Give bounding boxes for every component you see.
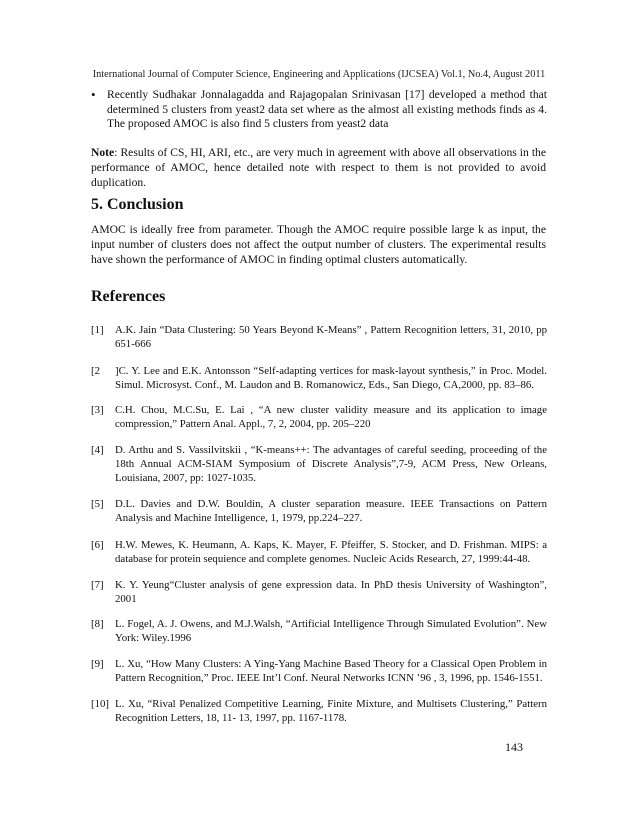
page-number: 143 <box>505 740 523 754</box>
reference-number: [3] <box>91 404 104 416</box>
reference-item <box>91 697 547 725</box>
reference-item <box>91 538 547 566</box>
reference-item <box>91 403 547 431</box>
running-header: International Journal of Computer Science, Engineering and Applications (IJCSEA) Vol.1, No.4, August 2011 <box>92 69 546 80</box>
reference-number: [4] <box>91 444 104 456</box>
reference-item <box>91 323 547 351</box>
reference-text: K. Y. Yeung“Cluster analysis of gene expression data. In PhD thesis University of Washington”, 2001 <box>115 579 547 606</box>
reference-number: [1] <box>91 324 104 336</box>
reference-text: H.W. Mewes, K. Heumann, A. Kaps, K. Mayer, F. Pfeiffer, S. Stocker, and D. Frishman. MIPS: a database for protein sequience and complete genomes. Nucleic Acids Research, 27, 1999:44-48. <box>115 539 547 566</box>
references-heading: References <box>91 288 166 305</box>
reference-number: [10] <box>91 698 109 710</box>
reference-item <box>91 364 547 392</box>
reference-item <box>91 617 547 645</box>
reference-text: L. Xu, “Rival Penalized Competitive Learning, Finite Mixture, and Multisets Clustering,” Pattern Recognition Letters, 18, 11- 13, 1997, pp. 1167-1178. <box>115 698 547 725</box>
note-text: : Results of CS, HI, ARI, etc., are very much in agreement with above all observations in the performance of AMOC, hence detailed note with respect to them is not provided to avoid duplication. <box>91 146 546 190</box>
conclusion-heading: 5. Conclusion <box>91 196 184 213</box>
reference-number: [9] <box>91 658 104 670</box>
note-label: Note <box>91 146 115 159</box>
reference-text: L. Xu, “How Many Clusters: A Ying-Yang Machine Based Theory for a Classical Open Problem in Pattern Recognition,” Proc. IEEE Int’l Conf. Neural Networks ICNN ’96 , 3, 1996, pp. 1546-1551. <box>115 658 547 685</box>
conclusion-paragraph: AMOC is ideally free from parameter. Though the AMOC require possible large k as input, the input number of clusters does not affect the output number of clusters. The experimental results have shown the performance of AMOC in finding optimal clusters automatically. <box>91 223 546 267</box>
reference-number: [5] <box>91 498 104 510</box>
reference-number: [7] <box>91 579 104 591</box>
reference-item <box>91 443 547 486</box>
reference-text: C.H. Chou, M.C.Su, E. Lai , “A new cluster validity measure and its application to image compression,” Pattern Anal. Appl., 7, 2, 2004, pp. 205–220 <box>115 404 547 431</box>
reference-text: A.K. Jain “Data Clustering: 50 Years Beyond K-Means” , Pattern Recognition letters, 31, 2010, pp 651-666 <box>115 324 547 351</box>
reference-text: D.L. Davies and D.W. Bouldin, A cluster separation measure. IEEE Transactions on Pattern Analysis and Machine Intelligence, 1, 1979, pp.224–227. <box>115 498 547 525</box>
reference-item <box>91 497 547 525</box>
bullet-symbol: • <box>91 87 96 102</box>
reference-item <box>91 657 547 685</box>
note-paragraph <box>91 145 546 191</box>
bullet-text: Recently Sudhakar Jonnalagadda and Rajagopalan Srinivasan [17] developed a method that determined 5 clusters from yeast2 data set where as the almost all existing methods finds as 4. The proposed AMOC is also find 5 clusters from yeast2 data <box>107 88 547 131</box>
bullet-item <box>91 87 547 132</box>
reference-number: [2 <box>91 365 100 377</box>
reference-number: [8] <box>91 618 104 630</box>
reference-item <box>91 578 547 606</box>
reference-text: D. Arthu and S. Vassilvitskii , “K-means++: The advantages of careful seeding, proceeding of the 18th Annual ACM-SIAM Symposium of Discrete Analysis”,7-9, ACM Press, New Orleans, Louisiana, 2007, pp: 1027-1035. <box>115 444 547 485</box>
reference-text: ]C. Y. Lee and E.K. Antonsson “Self-adapting vertices for mask-layout synthesis,” in Proc. Model. Simul. Microsyst. Conf., M. Laudon and B. Romanowicz, Eds., San Diego, CA,2000, pp. 83–86. <box>115 365 547 392</box>
reference-number: [6] <box>91 539 104 551</box>
reference-text: L. Fogel, A. J. Owens, and M.J.Walsh, “Artificial Intelligence Through Simulated Evolution”. New York: Wiley.1996 <box>115 618 547 645</box>
